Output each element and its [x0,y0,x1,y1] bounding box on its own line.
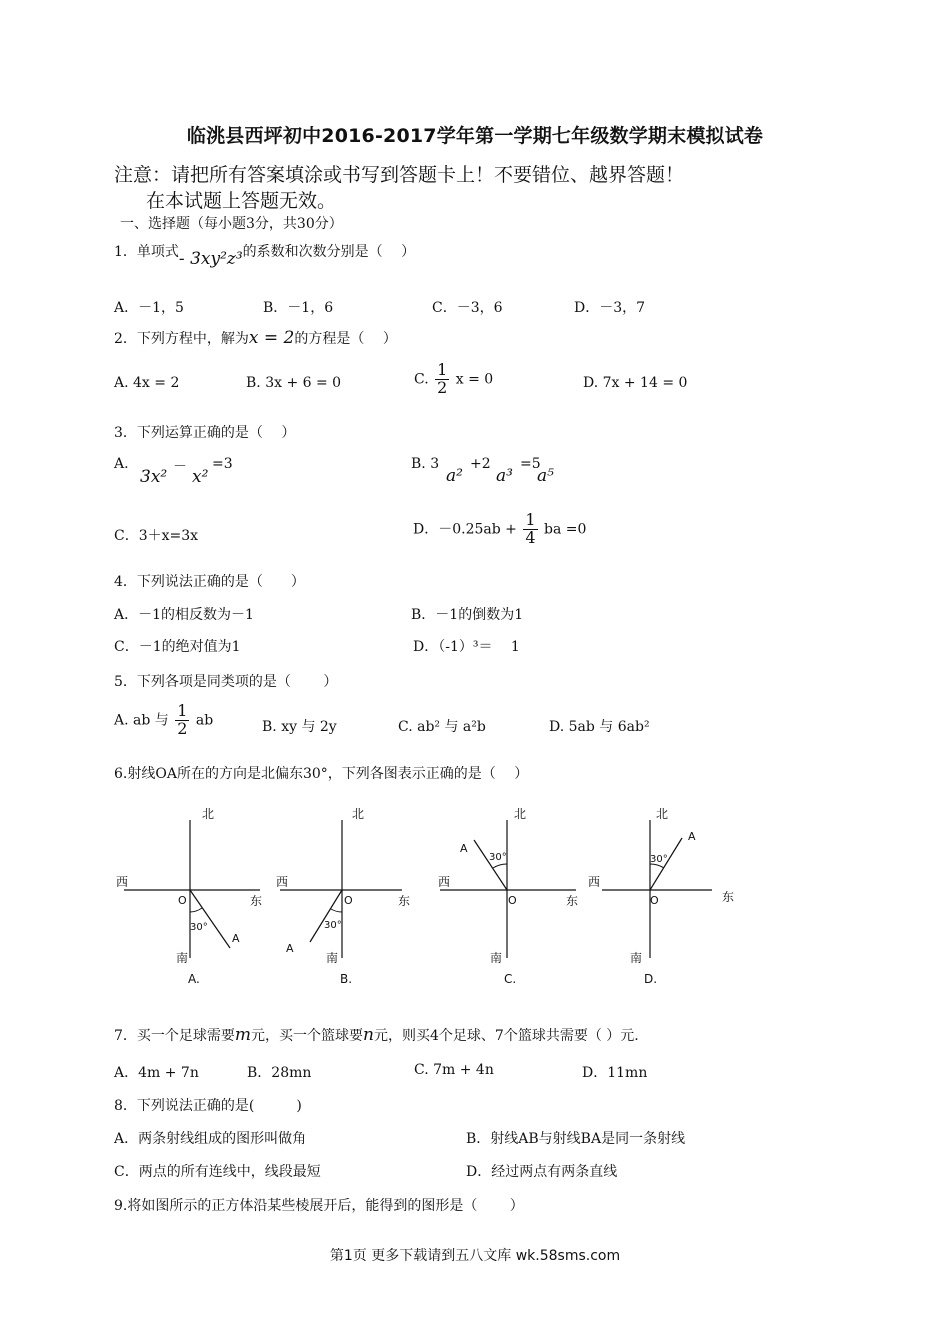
fraction-numerator: 1 [437,360,448,379]
compass-figure-d [582,800,752,990]
notice-line-1: 注意：请把所有答案填涂或书写到答题卡上！不要错位、越界答题！ [114,164,685,186]
south-label: 南 [490,951,503,965]
q7-stem-mid: 元，买一个篮球要 [251,1028,364,1044]
q2-option-c-rest: x = 0 [455,371,494,388]
figure-label-d: D. [644,972,658,986]
q7-var-m: m [234,1025,252,1045]
q8-option-d: D．经过两点有两条直线 [466,1164,618,1180]
east-label: 东 [250,894,263,908]
q4-option-d: D．（-1）³＝ 1 [413,639,520,655]
q3-option-b-equals: =5 [520,456,541,472]
notice-line-2: 在本试题上答题无效。 [146,190,337,212]
east-label: 东 [398,894,411,908]
q3-option-c-expr: 3＋x=3x [138,528,199,544]
question-5: 5．下列各项是同类项的是（ ） [114,674,338,690]
angle-label: 30° [650,854,668,865]
q7-stem-pre: 7．买一个足球需要 [114,1028,235,1044]
question-9: 9.将如图所示的正方体沿某些棱展开后，能得到的图形是（ ） [114,1198,524,1214]
q5-option-d: D. 5ab 与 6ab² [549,719,650,735]
q3-option-d [413,512,586,547]
q8-option-b: B．射线AB与射线BA是同一条射线 [466,1131,686,1147]
west-label: 西 [116,875,129,889]
figure-label-c: C. [504,972,517,986]
south-label: 南 [326,951,339,965]
q3-option-a-term1: 3x² [140,467,168,487]
q3-option-d-post: ba =0 [544,521,587,538]
q1-expression: - 3xy²z³ [178,249,243,269]
fraction-numerator: 1 [525,510,536,529]
q3-option-b-term1: a² [446,466,463,486]
q2-stem-pre: 2．下列方程中，解为 [114,331,249,347]
west-label: 西 [588,875,601,889]
fraction-denominator: 2 [177,718,188,738]
q7-option-b: B．28mn [247,1065,312,1081]
page-footer: 第1页 更多下载请到五八文库 wk.58sms.com [329,1248,621,1264]
north-label: 北 [202,807,215,821]
north-label: 北 [656,807,669,821]
q1-option-d: D．－3，7 [574,300,646,316]
q7-var-n: n [363,1025,374,1045]
q7-stem-post: 元，则买4个足球、7个篮球共需要（ ）元. [374,1028,639,1044]
compass-figure-a [110,800,270,990]
q2-option-c-label: C. [414,371,429,388]
origin-label: O [508,894,517,907]
ray-label: A [688,830,696,843]
east-label: 东 [566,894,579,908]
q4-option-c: C．－1的绝对值为1 [114,639,241,655]
q2-stem-post: 的方程是（ ） [294,331,397,347]
q3-option-a-result: =3 [212,456,233,472]
question-4: 4．下列说法正确的是（ ） [114,574,305,590]
figure-label-a: A. [188,972,200,986]
q1-stem-post: 的系数和次数分别是（ ） [242,244,416,260]
north-label: 北 [514,807,527,821]
fraction-denominator: 2 [437,377,448,397]
angle-label: 30° [324,920,342,931]
q7-option-c: C. 7m + 4n [414,1062,494,1078]
q7-option-a: A．4m + 7n [114,1065,199,1081]
ray-label: A [286,942,294,955]
q2-option-a: A. 4x = 2 [114,375,180,391]
q3-option-b-plus: +2 [470,456,491,472]
q3-option-c-label: C． [114,528,139,544]
q5-option-a [114,703,213,738]
q1-option-c: C．－3，6 [432,300,503,316]
angle-label: 30° [190,922,208,933]
q3-option-b-term2: a³ [496,466,513,486]
question-6: 6.射线OA所在的方向是北偏东30°，下列各图表示正确的是（ ） [114,766,529,782]
q3-option-a-minus: － [173,459,187,475]
compass-figure-b [270,800,430,990]
origin-label: O [650,894,659,907]
figure-label-b: B. [340,972,353,986]
q1-stem-pre: 1．单项式 [114,244,179,260]
compass-figure-c [432,800,592,990]
angle-label: 30° [489,852,507,863]
q2-option-c [414,362,493,397]
q8-option-c: C．两点的所有连线中，线段最短 [114,1164,321,1180]
q3-option-b-label: B. 3 [411,456,440,472]
q2-option-c-fraction [435,362,449,397]
q7-option-d: D．11mn [582,1065,648,1081]
q5-option-a-pre: A. ab 与 [114,712,169,729]
origin-label: O [344,894,353,907]
q1-option-a: A．－1，5 [114,300,184,316]
south-label: 南 [630,951,643,965]
q8-option-a: A．两条射线组成的图形叫做角 [114,1131,307,1147]
question-7 [114,1025,639,1045]
q5-option-a-post: ab [195,712,214,729]
page-title: 临洮县西坪初中2016-2017学年第一学期七年级数学期末模拟试卷 [186,125,764,147]
west-label: 西 [276,875,289,889]
question-8: 8．下列说法正确的是( ) [114,1098,302,1114]
q5-option-c: C. ab² 与 a²b [398,719,486,735]
ray-label: A [232,932,240,945]
q2-option-d: D. 7x + 14 = 0 [583,375,688,391]
q4-option-a: A．－1的相反数为－1 [114,607,254,623]
q2-expression: x = 2 [248,328,295,348]
q1-option-b: B．－1，6 [263,300,334,316]
q3-option-a-label: A. [114,456,129,472]
q3-option-d-label: D． [413,521,439,538]
west-label: 西 [438,875,451,889]
question-1 [114,241,416,269]
q3-option-a-term2: x² [192,467,209,487]
q3-option-d-fraction [523,512,537,547]
fraction-denominator: 4 [525,527,536,547]
south-label: 南 [176,951,189,965]
section-heading: 一、选择题（每小题3分，共30分） [120,216,343,232]
origin-label: O [178,894,187,907]
fraction-numerator: 1 [177,701,188,720]
q5-option-b: B. xy 与 2y [262,719,337,735]
ray-label: A [460,842,468,855]
north-label: 北 [352,807,365,821]
q3-option-d-pre: －0.25ab + [438,521,517,538]
q4-option-b: B．－1的倒数为1 [411,607,524,623]
question-2 [114,328,397,348]
q3-option-b-term3: a⁵ [537,466,554,486]
question-3: 3．下列运算正确的是（ ） [114,425,296,441]
q3-option-c [114,525,198,545]
q5-option-a-fraction [175,703,189,738]
q2-option-b: B. 3x + 6 = 0 [246,375,342,391]
east-label: 东 [722,890,735,904]
